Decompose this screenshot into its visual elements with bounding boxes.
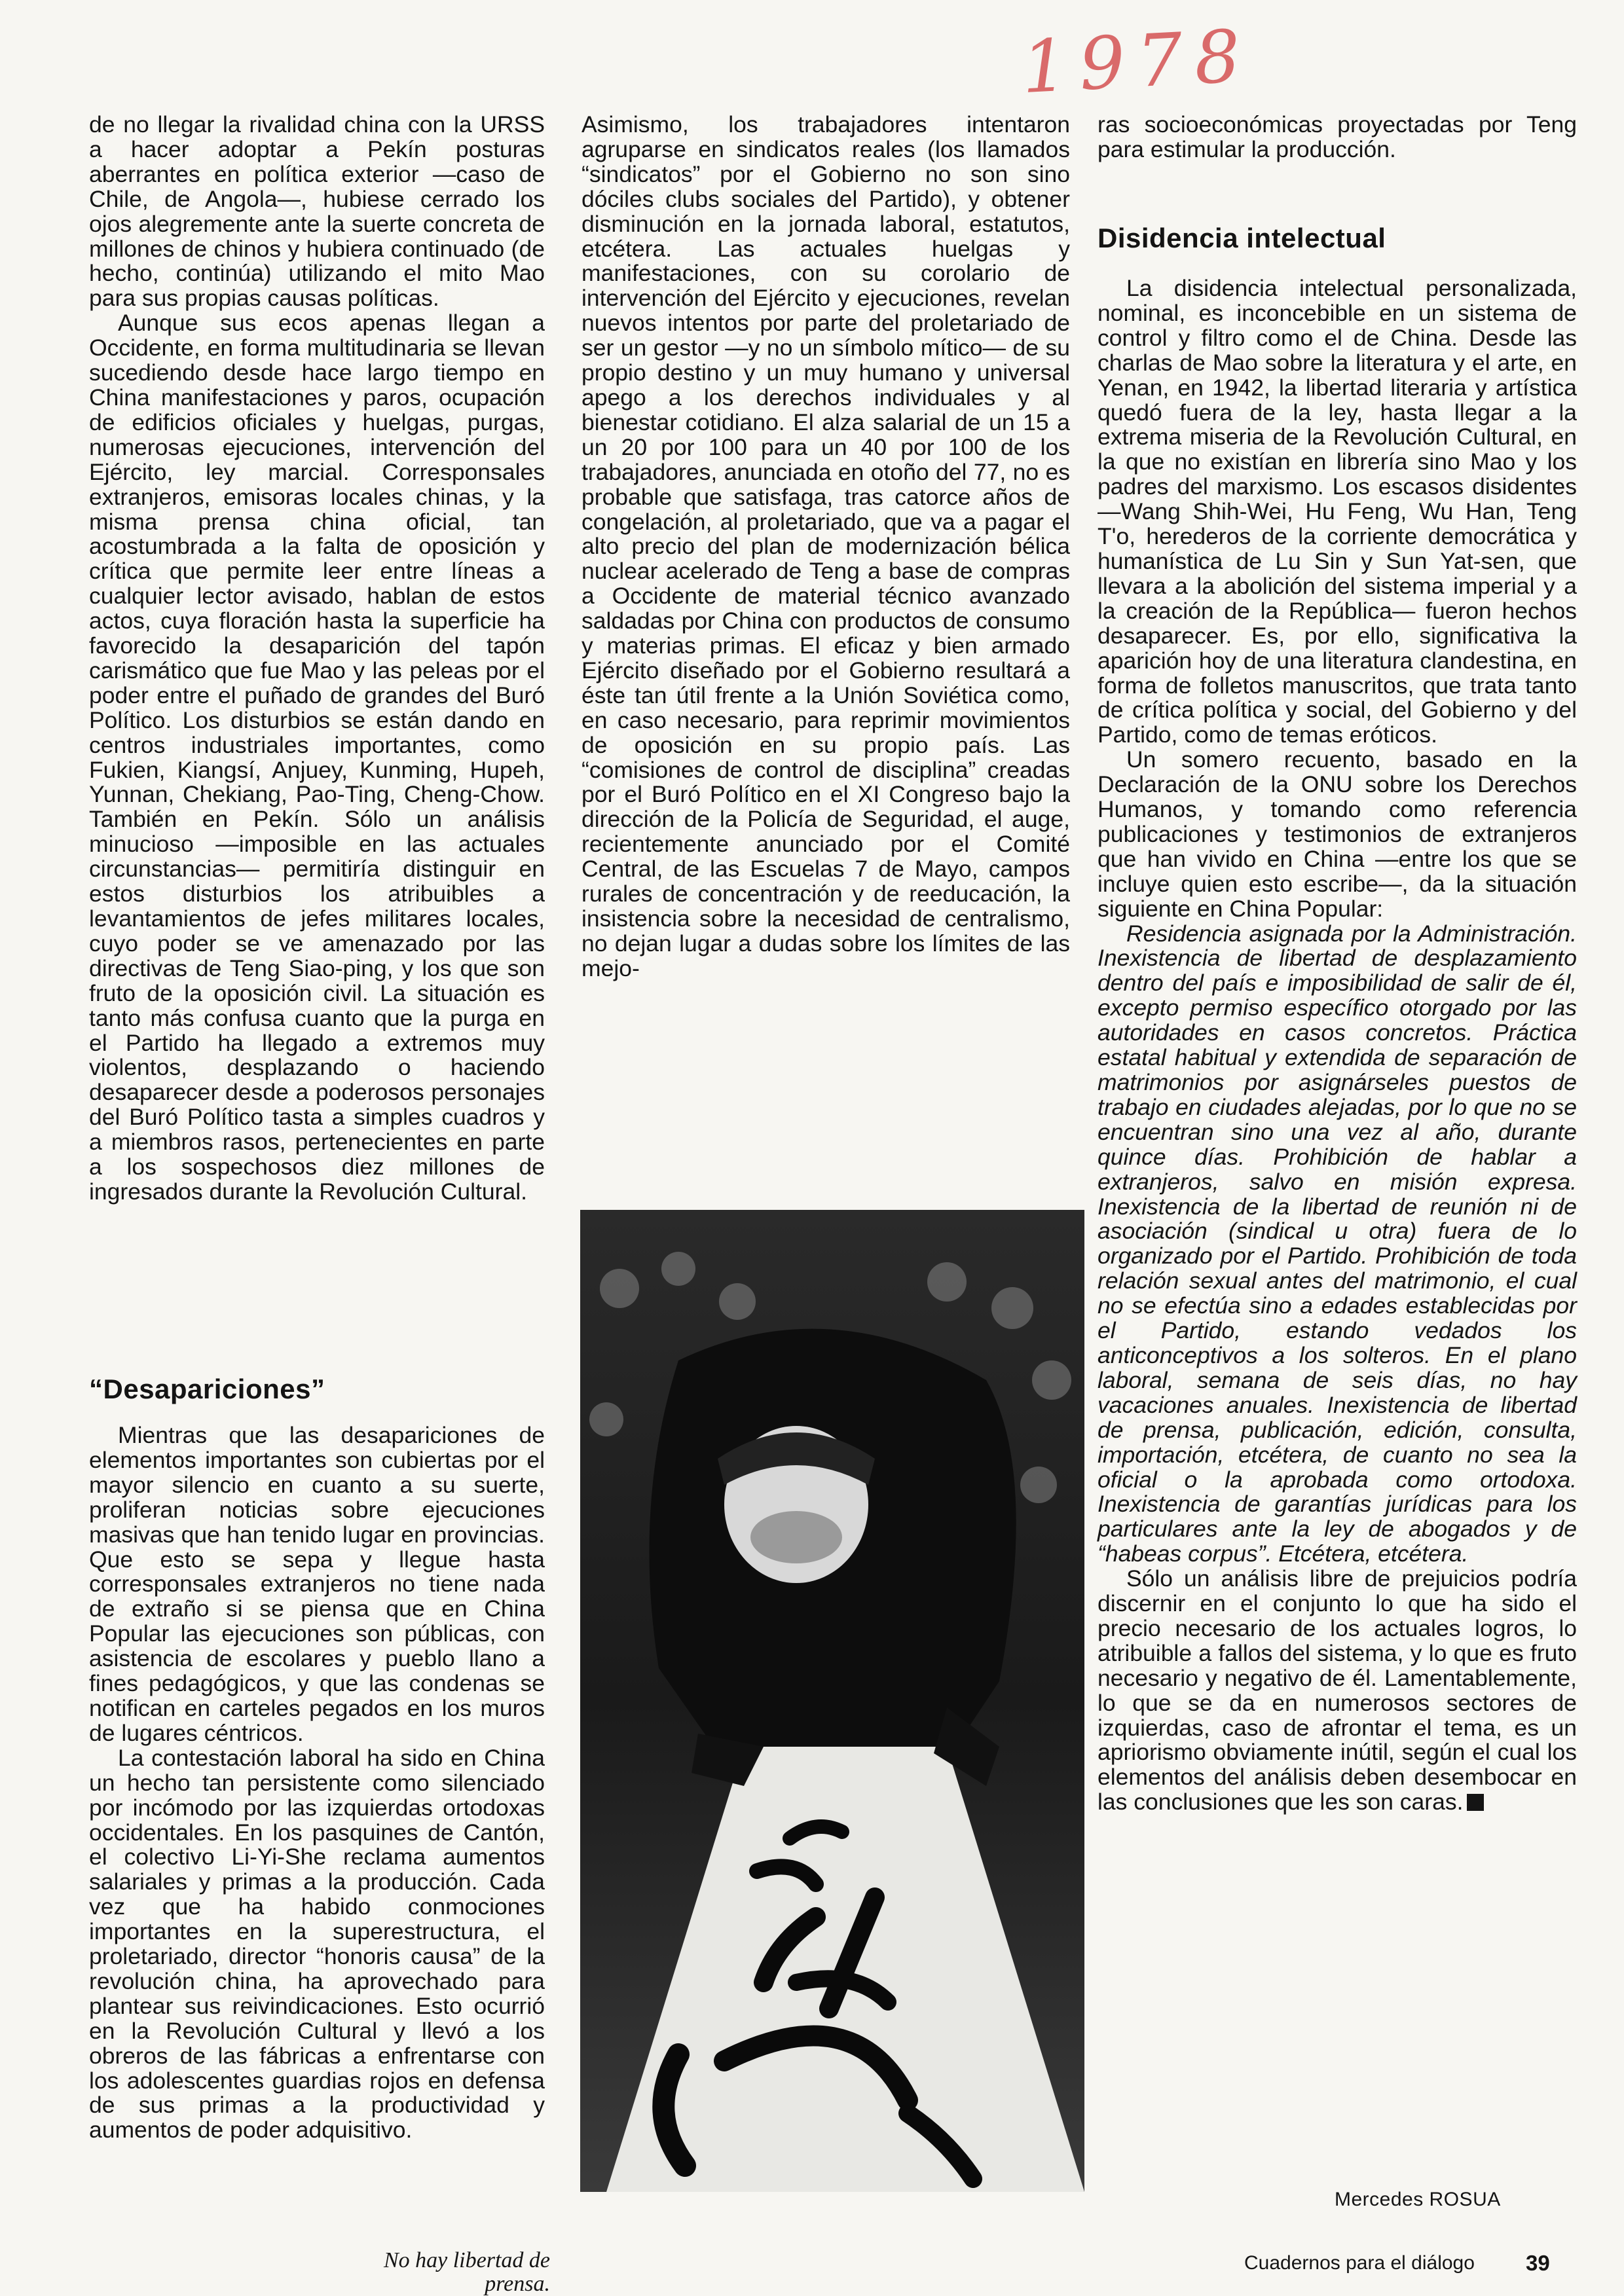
author-signature: Mercedes ROSUA xyxy=(1335,2189,1501,2210)
paragraph: La contestación laboral ha sido en China un hecho tan persistente como silenciado por incómodo por las izquierdas ortodoxas occidentales. En los pasquines de Cantón, el colectivo Li-Yi-She reclama aumentos salariales y primas a la producción. Cada vez que ha habido conmociones importantes en la superestructura, el proletariado, director “honoris causa” de la revolución china, ha aprovechado para plantear sus reivindicaciones. Esto ocurrió en la Revolución Cultural y llevó a los obreros de las fábricas a enfrentarse con los adolescentes guardias rojos en defensa de sus primas a la productividad y aumentos de poder adquisitivo. xyxy=(89,1744,545,2143)
paragraph: Un somero recuento, basado en la Declaración de la ONU sobre los Derechos Humanos, y tomando como referencia publicaciones y testimonios de extranjeros que han vivido en China —entre los que se incluye quien esto escribe—, da la situación siguiente en China Popular: xyxy=(1098,746,1577,922)
paragraph: La disidencia intelectual personalizada, nominal, es inconcebible en un sistema de control y filtro como el de China. Desde las charlas de Mao sobre la literatura y el arte, en Yenan, en 1942, la libertad literaria y artística quedó fuera de la ley, hasta llegar a la extrema miseria de la Revolución Cultural, en la que no existían en librería sino Mao y los padres del marxismo. Los escasos disidentes —Wang Shih-Wei, Hu Feng, Wu Han, Teng T'o, herederos de la corriente democrática y humanística de Lu Sin y Sun Yat-sen, que llevara a la abolición del sistema imperial y a la creación de la República— fueron hechos desaparecer. Es, por ello, significativa la aparición hoy de una literatura clandestina, en forma de folletos manuscritos, que trata tanto de crítica política y social, del Gobierno y del Partido, como de temas eróticos. xyxy=(1098,275,1577,748)
column-3 xyxy=(1098,113,1577,162)
paragraph-conclusion xyxy=(1098,1567,1577,1815)
paragraph-list: Residencia asignada por la Administración. Inexistencia de libertad de desplazamiento dentro del país e imposibilidad de salir de él, excepto permiso específico otorgado por las autoridades en casos concretos. Práctica estatal habitual y extendida de separación de matrimonios por asignárseles puestos de trabajo en ciudades alejadas, por lo que no se encuentran sino una vez al año, durante quince días. Prohibición de hablar a extranjeros, salvo en misión expresa. Inexistencia de la libertad de reunión ni de asociación (sindical u otra) fuera de lo organizado por el Partido. Prohibición de toda relación sexual antes del matrimonio, el cual no se efectúa sino a edades establecidas por el Partido, estando vedados los anticonceptivos a los solteros. En el plano laboral, semana de seis días, no hay vacaciones anuales. Inexistencia de libertad de prensa, publicación, edición, consulta, importación, etcétera, de cuanto no sea la oficial o la aprobada como ortodoxa. Inexistencia de garantías jurídicas para los particulares ante la ley de abogados y de “habeas corpus”. Etcétera, etcétera. xyxy=(1098,920,1577,1567)
end-mark-icon xyxy=(1467,1794,1484,1811)
footer-magazine-name: Cuadernos para el diálogo xyxy=(1244,2252,1475,2274)
section-heading-disidencia: Disidencia intelectual xyxy=(1098,223,1386,253)
paragraph: Asimismo, los trabajadores intentaron agruparse en sindicatos reales (los llamados “sindicatos” por el Gobierno no son sino dóciles clubs sociales del Partido), y obtener disminución en la jornada laboral, estatutos, etcétera. Las actuales huelgas y manifestaciones, con su corolario de intervención del Ejército y ejecuciones, revelan nuevos intentos por parte del proletariado de ser un gestor —y no un símbolo mítico— de su propio destino y un muy humano y universal apego a los derechos individuales y al bienestar cotidiano. El alza salarial de un 15 a un 20 por 100 para un 40 por 100 de los trabajadores, anunciada en otoño del 77, no es probable que satisfaga, tras catorce años de congelación, al proletariado, que va a pagar el alto precio del plan de modernización bélica nuclear acelerado de Teng a base de compras a Occidente de material técnico avanzado saldadas por China con productos de consumo y materias primas. El eficaz y bien armado Ejército diseñado por el Gobierno resultará a éste tan útil frente a la Unión Soviética como, en caso necesario, para reprimir movimientos de oposición en su propio país. Las “comisiones de control de disciplina” creadas por el Buró Político en el XI Congreso bajo la dirección de la Policía de Seguridad, el auge, recientemente anunciado por el Comité Central, de las Escuelas 7 de Mayo, campos rurales de concentración y de reeducación, la insistencia sobre la necesidad de centralismo, no dejan lugar a dudas sobre los límites de las mejo- xyxy=(581,111,1070,981)
column-1-lower xyxy=(89,1423,545,2143)
handwritten-year: 1978 xyxy=(1019,13,1255,110)
paragraph: Aunque sus ecos apenas llegan a Occidente, en forma multitudinaria se llevan sucediendo desde hace largo tiempo en China manifestaciones y paros, ocupación de edificios oficiales y huelgas, purgas, numerosas ejecuciones, intervención del Ejército, ley marcial. Corresponsales extranjeros, emisoras locales chinas, y la misma prensa china oficial, tan acostumbrada a la falta de oposición y crítica que permite leer entre líneas a cualquier lector avisado, hablan de estos actos, cuya floración hasta la superficie ha favorecido la desaparición del tapón carismático que fue Mao y las peleas por el poder entre el puñado de grandes del Buró Político. Los disturbios se están dando en centros industriales importantes, como Fukien, Kiangsí, Anjuey, Kunming, Hupeh, Yunnan, Chekiang, Pao-Ting, Cheng-Chow. También en Pekín. Sólo un análisis minucioso —imposible en las actuales circunstancias— permitiría distinguir en estos disturbios los atribuibles a levantamientos de jefes militares locales, cuyo poder se ve amenazado por las directivas de Teng Siao-ping, y los que son fruto de la oposición civil. La situación es tanto más confusa cuanto que la purga en el Partido ha llegado a extremos muy violentos, desplazando o haciendo desaparecer desde a poderosos personajes del Buró Político tasta a simples cuadros y a miembros rasos, pertenecientes en parte a los sospechosos diez millones de ingresados durante la Revolución Cultural. xyxy=(89,310,545,1205)
column-3-lower xyxy=(1098,276,1577,1815)
photo-calligrapher xyxy=(580,1210,1084,2192)
paragraph: Mientras que las desapariciones de elementos importantes son cubiertas por el mayor silencio en cuanto a su suerte, proliferan noticias sobre ejecuciones masivas que han tenido lugar en provincias. Que esto se sepa y llegue hasta corresponsales extranjeros no tiene nada de extraño si se piensa que en China Popular las ejecuciones son públicas, con asistencia de escolares y pueblo llano a fines pedagógicos, y que las condenas se notifican en carteles pegados en los muros de lugares céntricos. xyxy=(89,1422,545,1746)
section-heading-desapariciones: “Desapariciones” xyxy=(89,1374,325,1404)
page-number: 39 xyxy=(1526,2251,1550,2275)
column-2 xyxy=(581,113,1070,981)
paragraph: ras socioeconómicas proyectadas por Teng para estimular la producción. xyxy=(1098,111,1577,162)
photo-illustration xyxy=(580,1210,1084,2192)
photo-caption: No hay libertad de prensa. xyxy=(383,2248,550,2296)
paragraph-conclusion-text: Sólo un análisis libre de prejuicios podría discernir en el conjunto lo que ha sido el precio necesario de los actuales logros, lo atribuible a fallos del sistema, y lo que es fruto necesario y negativo de él. Lamentablemente, lo que se da en numerosos sectores de izquierdas, caso de afrontar el tema, es un apriorismo obviamente inútil, según el cual los elementos del análisis deben desembocar en las conclusiones que les son caras. xyxy=(1098,1565,1577,1815)
paragraph: de no llegar la rivalidad china con la URSS a hacer adoptar a Pekín posturas aberrantes en política exterior —caso de Chile, de Angola—, hubiese cerrado los ojos alegremente ante la suerte concreta de millones de chinos y hubiera continuado (de hecho, continúa) utilizando el mito Mao para sus propias causas políticas. xyxy=(89,111,545,312)
column-1 xyxy=(89,113,545,1205)
